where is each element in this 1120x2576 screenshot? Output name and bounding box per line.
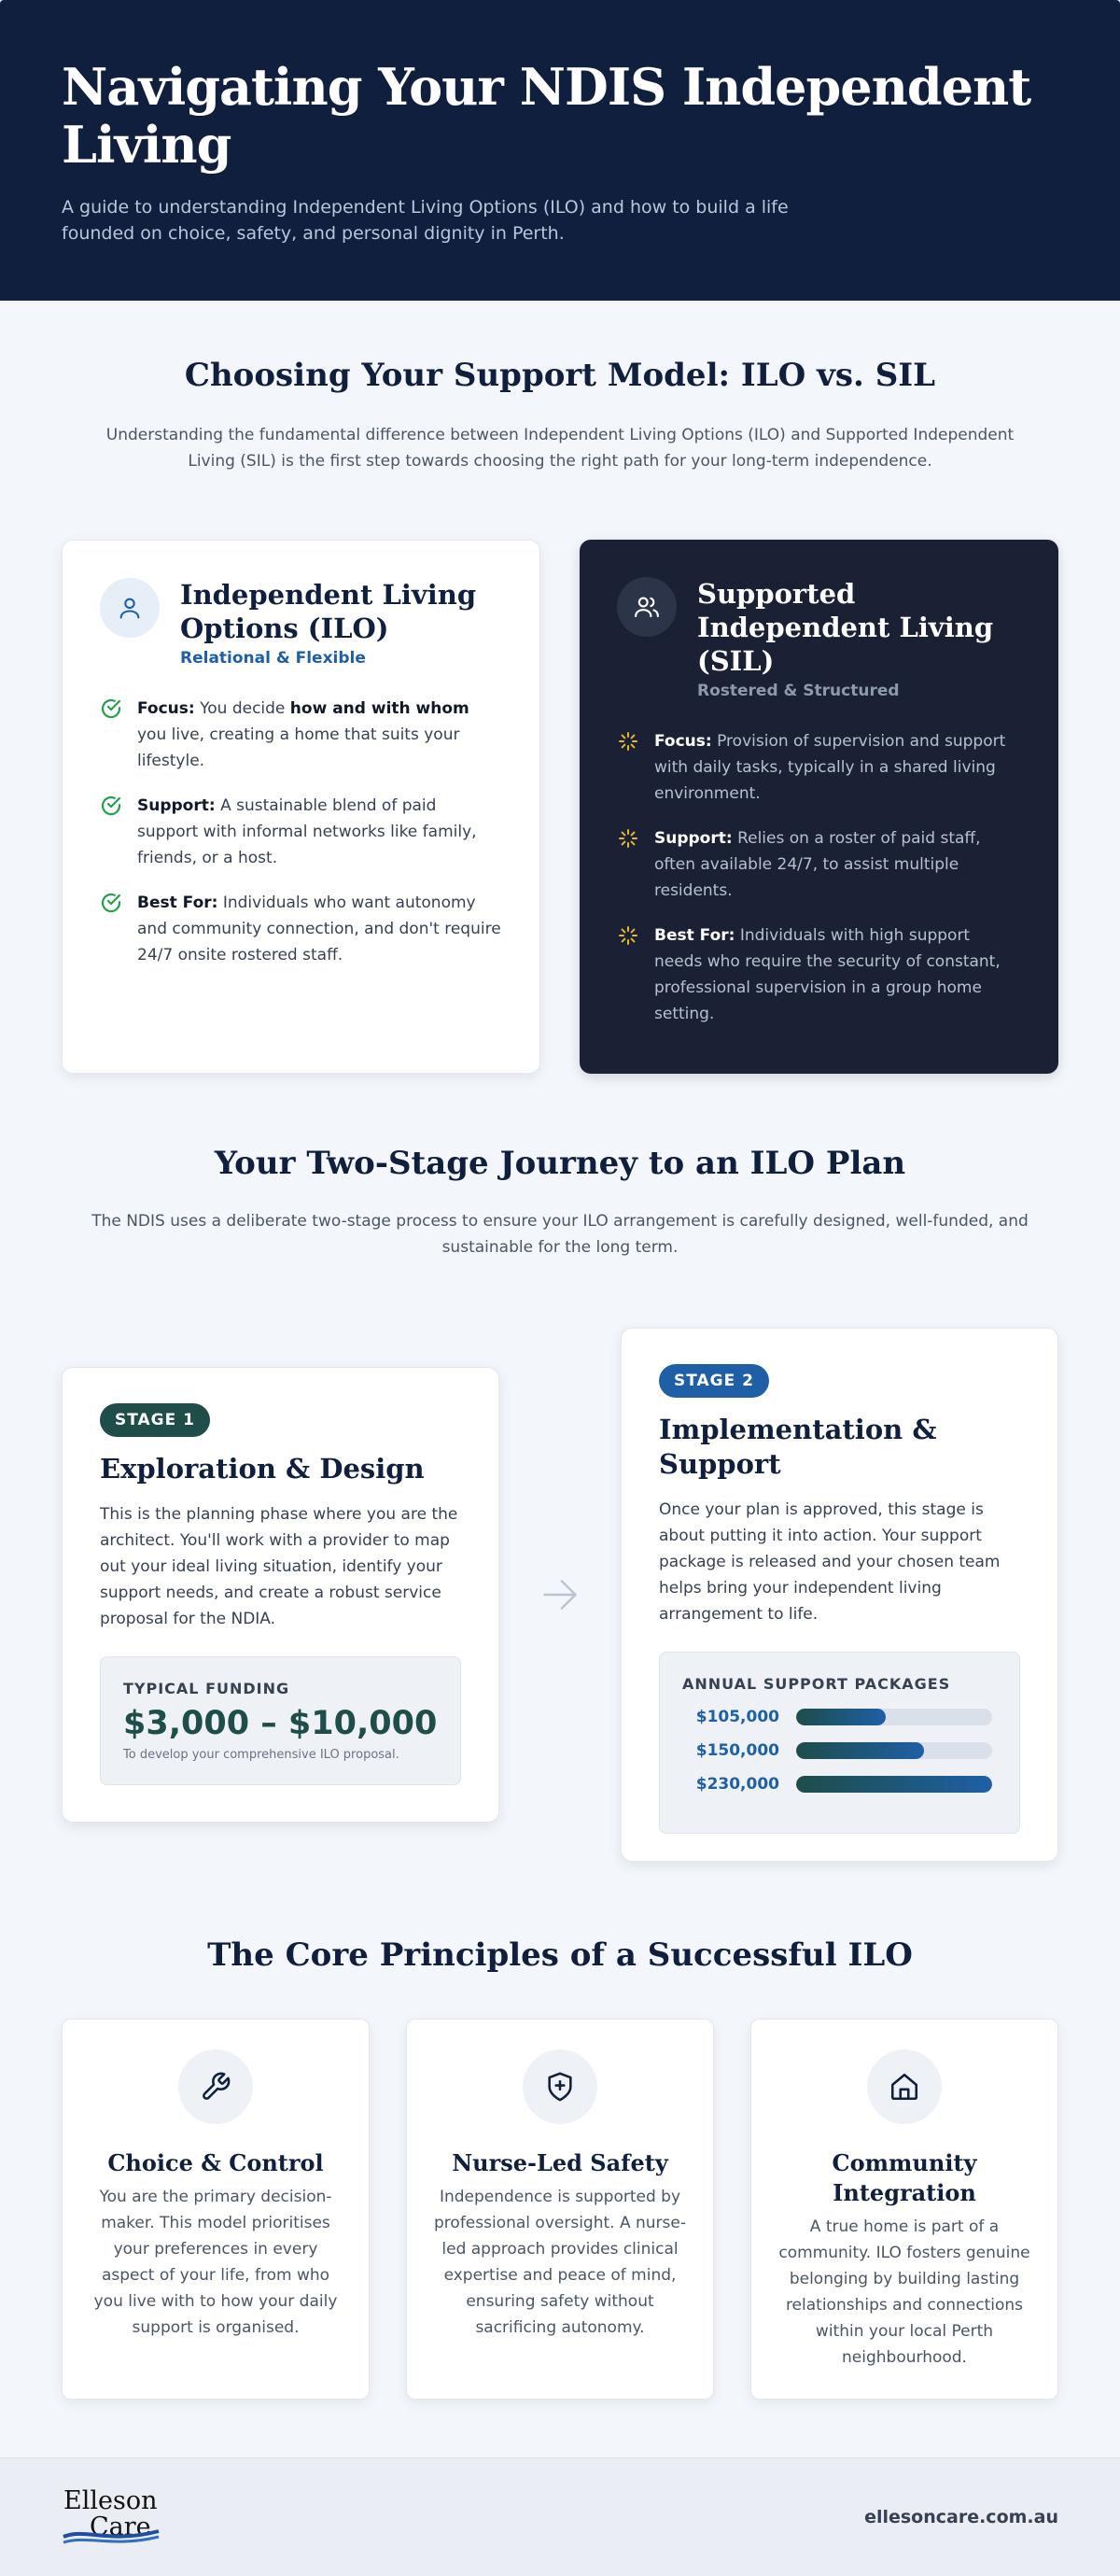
sil-bullet — [617, 728, 1021, 807]
arrow-right-icon — [539, 1574, 581, 1615]
ilo-subtitle: Relational & Flexible — [180, 649, 366, 668]
users-icon — [617, 577, 677, 637]
principle-card — [750, 2019, 1058, 2400]
stage-1-text: This is the planning phase where you are the architect. You'll work with a provider to map out your ideal living situation, identify your support needs, and create a robust service proposal for the NDIA. — [100, 1505, 458, 1628]
page-title: Navigating Your NDIS Independent Living — [62, 57, 1031, 175]
funding-box — [100, 1656, 461, 1785]
bullet-label: Best For: — [137, 894, 218, 912]
bullet-text: Provision of supervision and support with daily tasks, typically in a shared living environment. — [654, 732, 1006, 803]
principle-title: Community Integration — [832, 2149, 977, 2206]
page-subtitle: A guide to understanding Independent Living Options (ILO) and how to build a life founded on choice, safety, and personal dignity in Perth. — [62, 197, 789, 244]
stage-2-title: Implementation & Support — [659, 1414, 937, 1480]
bullet-label: Support: — [137, 796, 216, 815]
sil-subtitle: Rostered & Structured — [697, 682, 900, 700]
funding-label: TYPICAL FUNDING — [123, 1680, 290, 1697]
home-icon — [867, 2049, 942, 2124]
packages-box — [659, 1652, 1020, 1834]
principle-title: Nurse-Led Safety — [452, 2149, 668, 2176]
ilo-bullet — [100, 890, 502, 968]
sil-bullet — [617, 825, 1021, 904]
ilo-bullet — [100, 793, 502, 871]
bullet-label: Focus: — [654, 732, 712, 751]
bullet-label: Support: — [654, 829, 733, 848]
ilo-title: Independent Living Options (ILO) — [180, 579, 477, 644]
principle-text: You are the primary decision-maker. This model prioritises your preferences in every aspect of your life, from who you live with to how your daily support is organised. — [93, 2188, 338, 2337]
funding-note: To develop your comprehensive ILO proposal. — [123, 1748, 399, 1762]
hero-header — [0, 0, 1120, 301]
wave-icon — [62, 2524, 161, 2548]
principles-title: The Core Principles of a Successful ILO — [207, 1936, 913, 1974]
sil-title: Supported Independent Living (SIL) — [697, 578, 994, 677]
package-bar-fill — [796, 1709, 886, 1725]
stage-2-card — [621, 1328, 1058, 1862]
compare-intro: Understanding the fundamental difference between Independent Living Options (ILO) and Supported Independent Living (SIL) is the first step towards choosing the right path for your long-term independence. — [105, 426, 1015, 471]
package-bar-track — [796, 1776, 992, 1793]
principle-card — [62, 2019, 370, 2400]
stage-2-text: Once your plan is approved, this stage is about putting it into action. Your support package is released and your chosen team helps bring your independent living arrangement to life. — [659, 1500, 1001, 1624]
package-row — [682, 1741, 997, 1760]
logo-text: Elleson — [63, 2486, 158, 2515]
ilo-bullet — [100, 696, 502, 774]
principles-section — [0, 1935, 1120, 1976]
bullet-text: you live, creating a home that suits your lifestyle. — [137, 725, 460, 770]
stage-1-card — [62, 1367, 499, 1823]
website-link[interactable]: ellesoncare.com.au — [864, 2507, 1058, 2527]
package-bar-fill — [796, 1742, 924, 1759]
bullet-text: A sustainable blend of paid support with informal networks like family, friends, or a host. — [137, 796, 477, 867]
bullet-text: Individuals who want autonomy and community connection, and don't require 24/7 onsite rostered staff. — [137, 894, 501, 964]
sparkle-icon — [617, 827, 639, 850]
stage-1-title: Exploration & Design — [100, 1453, 425, 1485]
package-row — [682, 1708, 997, 1726]
stage-1-badge: STAGE 1 — [100, 1403, 210, 1437]
sil-bullet — [617, 922, 1021, 1027]
principle-title: Choice & Control — [107, 2149, 324, 2176]
footer — [0, 2457, 1120, 2576]
package-amount: $105,000 — [695, 1708, 779, 1726]
packages-label: ANNUAL SUPPORT PACKAGES — [682, 1675, 951, 1693]
journey-title: Your Two-Stage Journey to an ILO Plan — [214, 1145, 906, 1182]
elleson-care-logo[interactable] — [62, 2486, 161, 2548]
bullet-text: Individuals with high support needs who require the security of constant, professional supervision in a group home setting. — [654, 926, 1001, 1023]
principle-text: A true home is part of a community. ILO fosters genuine belonging by building lasting relationships and connections within your local Perth neighbourhood. — [778, 2217, 1030, 2367]
package-row — [682, 1775, 997, 1794]
ilo-card — [62, 540, 540, 1074]
funding-value: $3,000 – $10,000 — [123, 1705, 438, 1742]
bullet-text: Relies on a roster of paid staff, often available 24/7, to assist multiple residents. — [654, 829, 981, 900]
package-bar-fill — [796, 1776, 992, 1793]
check-circle-icon — [100, 795, 122, 817]
package-bar-track — [796, 1742, 992, 1759]
sil-card — [580, 540, 1058, 1074]
compare-section — [0, 355, 1120, 474]
user-icon — [100, 578, 160, 638]
sparkle-icon — [617, 924, 639, 947]
check-circle-icon — [100, 697, 122, 720]
journey-section — [0, 1143, 1120, 1260]
bullet-text: You decide — [194, 699, 290, 718]
journey-intro: The NDIS uses a deliberate two-stage process to ensure your ILO arrangement is carefully designed, well-funded, and sustainable for the long term. — [91, 1212, 1029, 1257]
package-bar-track — [796, 1709, 992, 1725]
bullet-label: Focus: — [137, 699, 195, 718]
principle-text: Independence is supported by professional oversight. A nurse-led approach provides clinical expertise and peace of mind, ensuring safety without sacrificing autonomy. — [434, 2188, 686, 2337]
bullet-label: Best For: — [654, 926, 735, 945]
compare-title: Choosing Your Support Model: ILO vs. SIL — [184, 357, 936, 394]
stage-2-badge: STAGE 2 — [659, 1364, 769, 1398]
shield-plus-icon — [523, 2049, 597, 2124]
logo-text: Care — [90, 2513, 151, 2541]
sparkle-icon — [617, 730, 639, 753]
wrench-icon — [178, 2049, 253, 2124]
package-amount: $150,000 — [695, 1741, 779, 1760]
package-amount: $230,000 — [695, 1775, 779, 1794]
principle-card — [406, 2019, 714, 2400]
check-circle-icon — [100, 892, 122, 914]
bullet-emphasis: how and with whom — [289, 699, 469, 718]
